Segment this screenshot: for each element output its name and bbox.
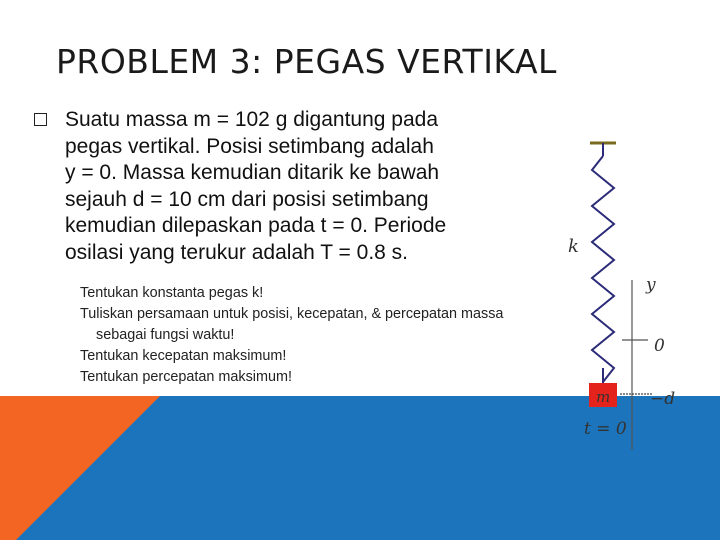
task-item: Tuliskan persamaan untuk posisi, kecepatan, & percepatan massa xyxy=(80,306,504,322)
problem-line: osilasi yang terukur adalah T = 0.8 s. xyxy=(65,240,409,264)
problem-line: y = 0. Massa kemudian ditarik ke bawah xyxy=(65,161,440,184)
problem-line: Suatu massa m = 102 g digantung pada xyxy=(65,108,439,131)
task-item: Tentukan percepatan maksimum! xyxy=(80,369,292,385)
task-item: Tentukan konstanta pegas k! xyxy=(80,285,264,301)
task-item: Tentukan kecepatan maksimum! xyxy=(80,348,287,364)
problem-line: pegas vertikal. Posisi setimbang adalah xyxy=(65,134,434,158)
spring-coil xyxy=(592,156,614,382)
checkbox-bullet-icon xyxy=(34,113,47,126)
minus-d-label: −d xyxy=(650,389,676,409)
task-item-continuation: sebagai fungsi waktu! xyxy=(96,327,235,343)
task-list xyxy=(80,283,503,388)
spring-constant-label: k xyxy=(568,236,579,257)
zero-label: 0 xyxy=(654,336,665,356)
y-axis-label: y xyxy=(646,275,656,295)
slide-title: PROBLEM 3: PEGAS VERTIKAL xyxy=(56,42,557,81)
problem-statement xyxy=(65,107,565,266)
time-label: t = 0 xyxy=(584,419,627,439)
problem-line: sejauh d = 10 cm dari posisi setimbang xyxy=(65,187,429,211)
spring-diagram xyxy=(560,130,720,450)
problem-line: kemudian dilepaskan pada t = 0. Periode xyxy=(65,214,447,237)
mass-label: m xyxy=(596,388,611,406)
